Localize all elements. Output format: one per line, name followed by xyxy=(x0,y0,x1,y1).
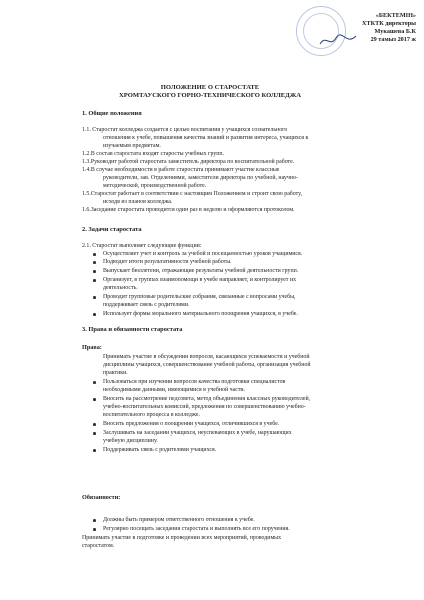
s1-line: изучаемым предметам. xyxy=(103,143,161,149)
approval-block xyxy=(304,12,416,44)
bullet-icon xyxy=(93,398,96,401)
s2-bullet: Подводит итоги результативности учебной работы. xyxy=(103,259,232,265)
rights-intro: практики. xyxy=(103,370,128,376)
s2-bullet: Осуществляет учет и контроль за учебой и посещаемостью уроков учащимися. xyxy=(103,251,303,257)
s1-line: 1.2.В состав старостата входят старосты учебных групп. xyxy=(82,151,225,157)
section-3-heading: 3. Права и обязанности старостата xyxy=(82,326,183,333)
s1-line: 1.4.В случае необходимости в работе старостата принимают участие классные xyxy=(82,167,280,173)
s1-line: исходя из планов колледжа. xyxy=(103,199,173,205)
section-1-heading: 1. Общие положения xyxy=(82,110,142,117)
duties-bullet: Регулярно посещать заседания старостата и выполнять все его поручения. xyxy=(103,526,290,532)
bullet-icon xyxy=(93,313,96,316)
rights-bullet: необходимыми данными, имеющимися в учебной части. xyxy=(103,387,246,393)
bullet-icon xyxy=(93,279,96,282)
rights-bullet: Пользоваться при изучении вопросов качества подготовки специалистов xyxy=(103,379,286,385)
s1-line: руководители, зав. Отделениями, заместители директора по учебной, научно- xyxy=(103,175,298,181)
approval-line-1: «БЕКТЕМІН» xyxy=(375,12,416,19)
s1-line: отношения к учебе, повышения качества знаний и развития интереса, учащихся к xyxy=(103,135,309,141)
duties-bullet: Должны быть примером ответственного отношения к учебе. xyxy=(103,517,255,523)
bullet-icon xyxy=(93,423,96,426)
bullet-icon xyxy=(93,528,96,531)
title-line-2: ХРОМТАУСКОГО ГОРНО-ТЕХНИЧЕСКОГО КОЛЛЕДЖА xyxy=(119,92,301,99)
bullet-icon xyxy=(93,261,96,264)
rights-bullet: учебную дисциплину. xyxy=(103,438,158,444)
rights-bullet: воспитательного процесса в колледже. xyxy=(103,412,200,418)
duties-heading: Обязанности: xyxy=(82,494,121,501)
s2-bullet: Организует, в группах взаимопомощи в учебе направляет, и контролирует их xyxy=(103,277,297,283)
rights-intro: дисциплины учащихся, совершенствование учебной работы, организация учебной xyxy=(103,362,311,368)
s1-line: методической, производственной работе. xyxy=(103,183,207,189)
s2-bullet: Использует формы морального материального поощрения учащихся, в учебе. xyxy=(103,311,298,317)
section-2-heading: 2. Задачи старостата xyxy=(82,226,142,233)
duties-tail: Принимать участие в подготовке и проведении всех мероприятий, проводимых xyxy=(82,535,282,541)
s2-bullet: Выпускает бюллетени, отражающие результаты учебной деятельности групп. xyxy=(103,268,299,274)
s2-bullet: Проводит групповые родительские собрания, связанные с вопросами учебы, xyxy=(103,294,296,300)
approval-line-4: 29 тамыз 2017 ж xyxy=(370,36,416,43)
s2-bullet: деятельность. xyxy=(103,285,138,291)
rights-bullet: Поддерживать связь с родителями учащихся. xyxy=(103,447,217,453)
bullet-icon xyxy=(93,381,96,384)
rights-bullet: Вносить на рассмотрение педсовета, метод объединения классных руководителей, xyxy=(103,396,311,402)
bullet-icon xyxy=(93,270,96,273)
document-title xyxy=(60,84,360,100)
s2-intro: 2.1. Старостат выполняет следующие функции: xyxy=(82,243,202,249)
rights-heading: Права: xyxy=(82,344,102,351)
bullet-icon xyxy=(93,519,96,522)
s1-line: 1.6.Заседание старостата проводится один раз в неделю и оформляются протоколом. xyxy=(82,207,295,213)
rights-bullet: учебно-воспитательных комиссий, предложения по совершенствованию учебно- xyxy=(103,404,306,410)
rights-bullet: Заслушивать на заседании учащихся, неуспевающих в учебе, нарушающих xyxy=(103,430,292,436)
duties-tail: старостатом. xyxy=(82,543,115,549)
bullet-icon xyxy=(93,296,96,299)
approval-line-2: ХТКТК директоры xyxy=(361,20,416,27)
bullet-icon xyxy=(93,253,96,256)
title-line-1: ПОЛОЖЕНИЕ О СТАРОСТАТЕ xyxy=(160,84,260,91)
s2-bullet: поддерживает связь с родителями. xyxy=(103,302,190,308)
s1-line: 1.1. Старостат колледжа создается с целью воспитания у учащихся сознательного xyxy=(82,127,288,133)
rights-intro: Принимать участие в обсуждении вопросов, касающихся успеваемости и учебной xyxy=(103,354,310,360)
bullet-icon xyxy=(93,449,96,452)
s1-line: 1.3.Руководит работой старостата заместитель директора по воспитательной работе. xyxy=(82,159,295,165)
approval-line-3: Мукашева Б.К xyxy=(374,28,416,35)
s1-line: 1.5.Старостат работает в соответствии с настоящим Положением и строит свою работу, xyxy=(82,191,302,197)
rights-bullet: Вносить предложения о поощрении учащихся, отличившихся в учебе. xyxy=(103,421,280,427)
bullet-icon xyxy=(93,432,96,435)
